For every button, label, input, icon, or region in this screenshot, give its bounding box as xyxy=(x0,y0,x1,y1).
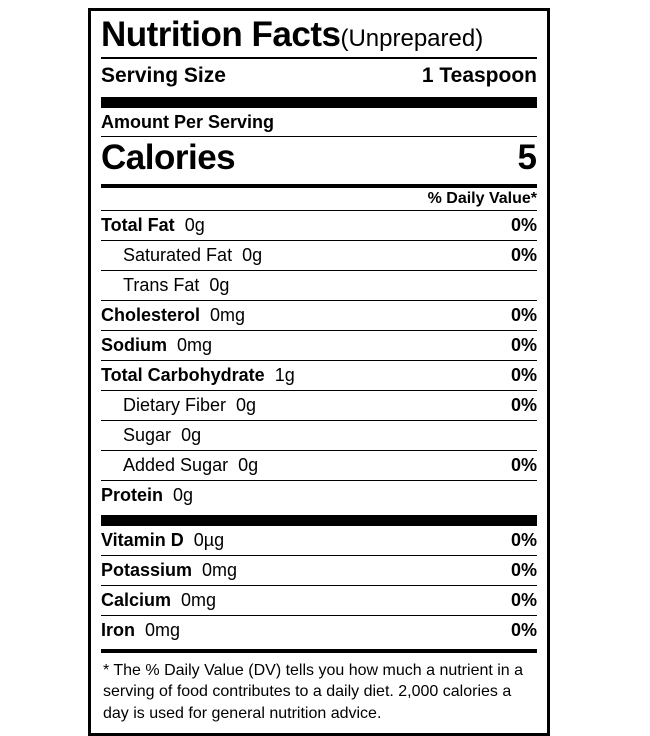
calories-label: Calories xyxy=(101,137,236,177)
table-row xyxy=(101,421,537,450)
table-row xyxy=(101,361,537,390)
nutrient-name: Dietary Fiber 0g xyxy=(123,394,257,415)
nutrient-name: Trans Fat 0g xyxy=(123,274,230,295)
page-title-suffix: (Unprepared) xyxy=(340,25,484,52)
calories-value: 5 xyxy=(517,137,537,177)
label-title-row xyxy=(101,11,537,54)
nutrient-name: Sodium 0mg xyxy=(101,334,213,355)
nutrient-name: Total Fat 0g xyxy=(101,214,205,235)
table-row xyxy=(101,556,537,585)
nutrient-pct: 0% xyxy=(510,619,537,640)
amount-per-serving-label: Amount Per Serving xyxy=(101,111,275,132)
calories-row xyxy=(101,137,537,180)
serving-size-label: Serving Size xyxy=(101,63,226,87)
page-title: Nutrition Facts xyxy=(101,15,341,54)
amount-per-serving-row xyxy=(101,108,537,136)
nutrient-name: Saturated Fat 0g xyxy=(123,244,263,265)
serving-size-value: 1 Teaspoon xyxy=(421,63,537,87)
daily-value-footnote: * The % Daily Value (DV) tells you how much a nutrient in a serving of food contributes to a daily diet. 2,000 calories a day is used for general nutrition advice. xyxy=(103,661,524,722)
table-row xyxy=(101,391,537,420)
nutrient-pct: 0% xyxy=(510,304,537,325)
daily-value-header: % Daily Value* xyxy=(427,189,537,207)
table-row xyxy=(101,241,537,270)
nutrient-pct: 0% xyxy=(510,214,537,235)
nutrient-name: Calcium 0mg xyxy=(101,589,217,610)
nutrient-pct: 0% xyxy=(510,394,537,415)
nutrient-name: Iron 0mg xyxy=(101,619,181,640)
table-row xyxy=(101,301,537,330)
nutrient-name: Added Sugar 0g xyxy=(123,454,259,475)
nutrient-pct: 0% xyxy=(510,559,537,580)
divider-thick-top xyxy=(101,97,537,108)
nutrient-pct: 0% xyxy=(510,454,537,475)
table-row xyxy=(101,526,537,555)
table-row xyxy=(101,211,537,240)
nutrient-pct: 0% xyxy=(510,364,537,385)
nutrient-name: Cholesterol 0mg xyxy=(101,304,246,325)
nutrient-pct: 0% xyxy=(510,589,537,610)
nutrient-name: Sugar 0g xyxy=(123,424,202,445)
nutrient-pct: 0% xyxy=(510,334,537,355)
nutrition-facts-panel xyxy=(88,8,550,736)
serving-size-row xyxy=(101,59,537,92)
table-row xyxy=(101,331,537,360)
table-row xyxy=(101,586,537,615)
divider-thick-bottom xyxy=(101,515,537,526)
nutrient-name: Vitamin D 0µg xyxy=(101,529,225,550)
table-row xyxy=(101,481,537,510)
nutrient-pct: 0% xyxy=(510,244,537,265)
table-row xyxy=(101,616,537,645)
table-row xyxy=(101,451,537,480)
nutrient-name: Protein 0g xyxy=(101,484,194,505)
nutrient-name: Potassium 0mg xyxy=(101,559,238,580)
nutrient-name: Total Carbohydrate 1g xyxy=(101,364,295,385)
table-row xyxy=(101,271,537,300)
nutrient-pct: 0% xyxy=(510,529,537,550)
